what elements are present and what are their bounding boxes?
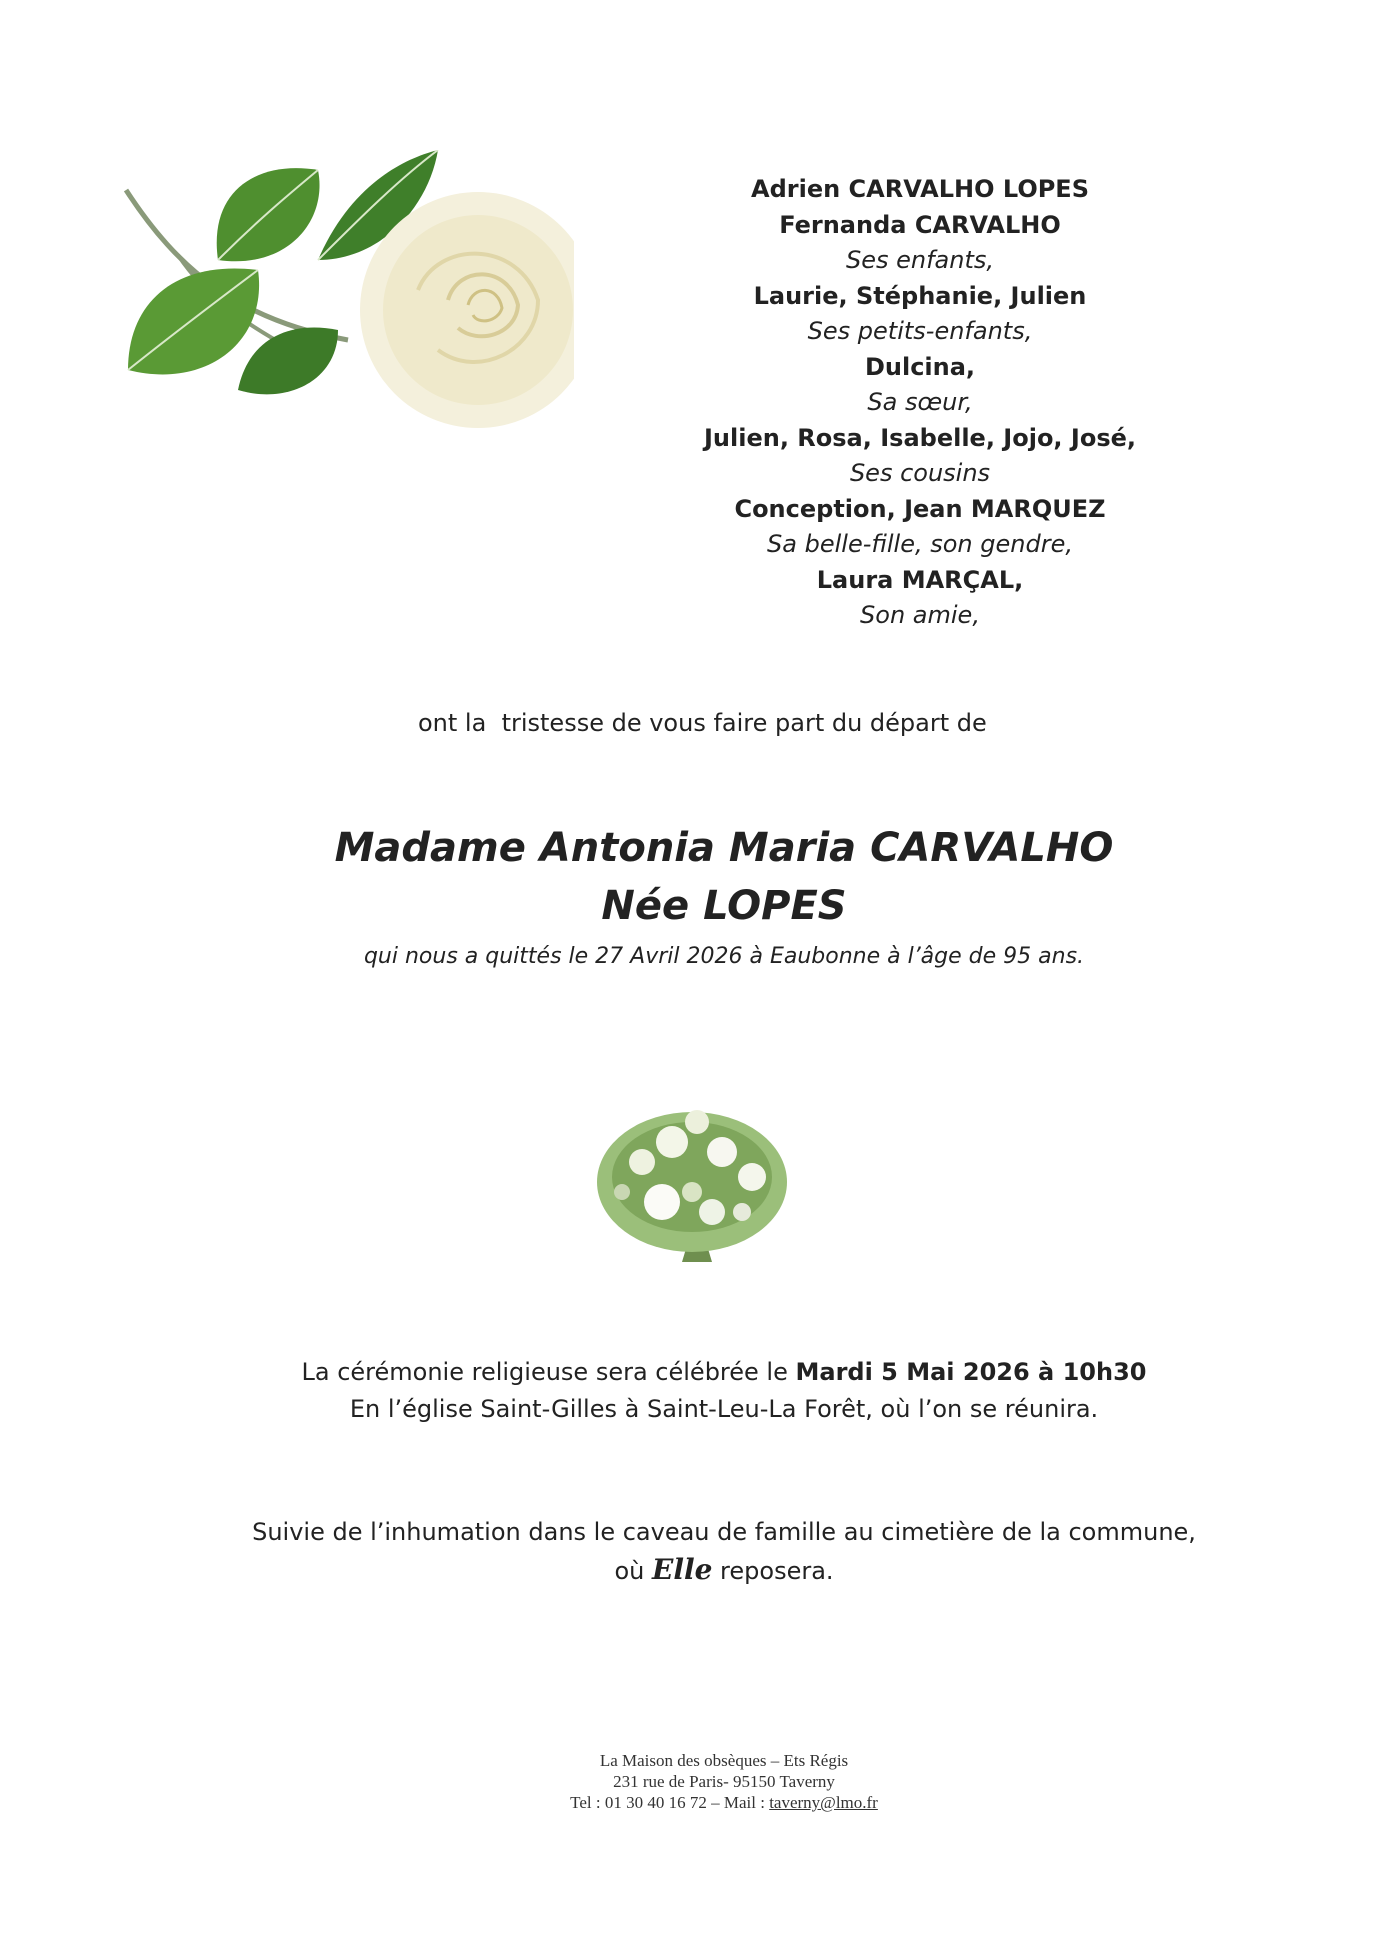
white-rose-image — [118, 150, 576, 428]
burial-line: Suivie de l’inhumation dans le caveau de famille au cimetière de la commune, — [252, 1518, 1196, 1546]
family-line: Conception, Jean MARQUEZ — [734, 494, 1106, 523]
phone-text: Tel : 01 30 40 16 72 – Mail : — [570, 1793, 770, 1812]
family-line: Laurie, Stéphanie, Julien — [753, 281, 1087, 310]
company-address: 231 rue de Paris- 95150 Taverny — [613, 1772, 835, 1791]
ceremony-info — [0, 1354, 1378, 1428]
family-line: Fernanda CARVALHO — [779, 210, 1061, 239]
family-line: Ses cousins — [849, 459, 991, 487]
family-line: Dulcina, — [864, 352, 976, 381]
announcement-intro: ont la tristesse de vous faire part du départ de — [418, 709, 987, 737]
death-details: qui nous a quittés le 27 Avril 2026 à Eaubonne à l’âge de 95 ans. — [363, 944, 1085, 969]
family-line: Laura MARÇAL, — [816, 565, 1024, 594]
email-link[interactable]: taverny@lmo.fr — [769, 1793, 878, 1812]
family-line: Son amie, — [860, 601, 980, 629]
deceased-name: Madame Antonia Maria CARVALHO — [334, 825, 1114, 871]
flower-bouquet-image — [582, 1062, 802, 1282]
family-line: Sa sœur, — [867, 388, 973, 416]
family-line: Ses enfants, — [845, 246, 995, 274]
ceremony-location: En l’église Saint-Gilles à Saint-Leu-La Forêt, où l’on se réunira. — [349, 1395, 1099, 1423]
ceremony-date: Mardi 5 Mai 2026 à 10h30 — [795, 1358, 1147, 1386]
burial-suffix: reposera. — [712, 1557, 834, 1585]
ceremony-prefix: La cérémonie religieuse sera célébrée le — [301, 1358, 796, 1386]
family-line: Adrien CARVALHO LOPES — [751, 175, 1089, 203]
burial-prefix: où — [614, 1557, 652, 1585]
company-name: La Maison des obsèques – Ets Régis — [599, 1751, 849, 1770]
family-line: Ses petits-enfants, — [807, 317, 1033, 345]
family-list — [640, 172, 1200, 634]
burial-info — [0, 1514, 1378, 1590]
deceased-birth-name: Née LOPES — [601, 883, 847, 929]
elle-word: Elle — [651, 1553, 713, 1586]
footer — [0, 1750, 1378, 1813]
family-line: Sa belle-fille, son gendre, — [767, 530, 1073, 558]
family-line: Julien, Rosa, Isabelle, Jojo, José, — [704, 423, 1136, 452]
